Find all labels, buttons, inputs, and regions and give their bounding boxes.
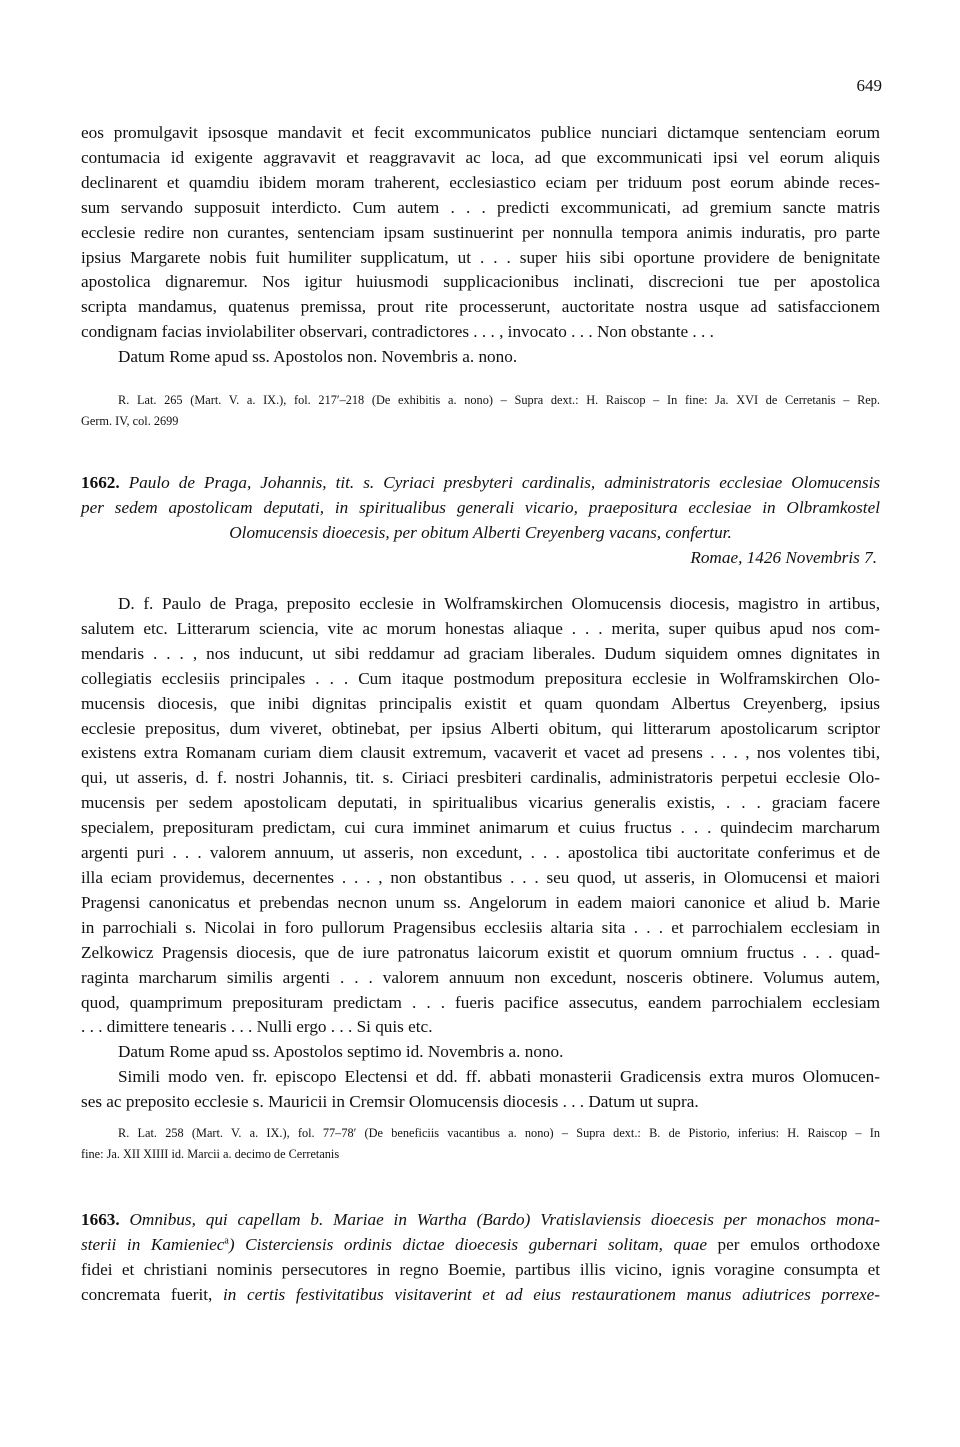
text-line: ses ac preposito ecclesie s. Mauricii in Cremsir Olomucensis diocesis . . . Datum ut supra. — [81, 1092, 699, 1112]
heading-line — [81, 1233, 880, 1258]
footnote-mark: a — [224, 1235, 229, 1247]
heading-line — [81, 1283, 880, 1308]
text-line: in parrochiali s. Nicolai in foro pullorum Pragensibus ecclesiis altaria sita . . . et parrochialem ecclesiam in — [81, 917, 880, 937]
entry-number: 1663. — [81, 1210, 120, 1229]
text-line: salutem etc. Litterarum sciencia, vite ac morum honestas aliaque . . . merita, super quibus apud nos com- — [81, 618, 880, 638]
text-line: mucensis per sedem apostolicam deputati, in spiritualibus vicarius generalis existis, . . . graciam facere — [81, 793, 880, 813]
text-line: Zelkowicz Pragensis diocesis, que de iure patronatus laicorum existit et quorum omnium fructus . . . quad- — [81, 942, 880, 962]
text-line: specialem, preposituram predictam, cui cura imminet animarum et cuius fructus . . . quindecim marcharum — [81, 818, 880, 838]
text-line: ipsius Margarete nobis fuit humiliter supplicatum, ut . . . super hiis sibi oportune providere de benignitate — [81, 247, 880, 267]
regest-text: in certis festivitatibus visitaverint et ad eius restaurationem manus adiutrices porrexe- — [223, 1284, 881, 1304]
text-line: Pragensi canonicatus et prebendas necnon unum ss. Angelorum in eadem maiori canonice et aliud b. Marie — [81, 892, 880, 912]
quoted-text: per emulos orthodoxe — [706, 1234, 880, 1254]
text-line: . . . dimittere tenearis . . . Nulli ergo . . . Si quis etc. — [81, 1017, 433, 1037]
text-line: contumacia id exigente aggravavit et reaggravavit ac loca, ad que excommunicati ipsi vel eorum aliquis — [81, 147, 880, 167]
text-line: qui, ut asseris, d. f. nostri Johannis, tit. s. Ciriaci presbiteri cardinalis, administratoris perpetui ecclesie Olo- — [81, 768, 880, 788]
entry-number: 1662. — [81, 473, 120, 492]
regest-text: Paulo de Praga, Johannis, tit. s. Cyriaci presbyteri cardinalis, administratoris ecclesiae Olomucensis — [128, 473, 881, 492]
text-line: declinarent et quamdiu ibidem moram traherent, ecclesiastico eciam per triduum post eorum abinde reces- — [81, 172, 880, 192]
text-line: existens extra Romanam curiam diem clausit extremum, vacaverit et vacet ad presens . . . , nos volentes tibi, — [81, 743, 880, 763]
text-line: collegiatis ecclesiis principales . . . Cum itaque postmodum prepositura ecclesie in Wolframskirchen Olo- — [81, 668, 880, 688]
heading-line — [81, 1208, 880, 1233]
place-date: Romae, 1426 Novembris 7. — [690, 547, 877, 567]
archival-note — [81, 1123, 880, 1164]
text-line: D. f. Paulo de Praga, preposito ecclesie in Wolframskirchen Olomucensis diocesis, magistro in artibus, — [118, 594, 880, 613]
text-line: mendaris . . . , nos inducunt, ut sibi reddamur ad graciam liberales. Dudum siquidem omnes dignitates in — [81, 643, 880, 663]
entry-1662-heading — [81, 471, 880, 571]
datum-line: Datum Rome apud ss. Apostolos non. Novembris a. nono. — [118, 347, 518, 367]
text-line: illa eciam providemus, decernentes . . . , non obstantibus . . . seu quod, ut asseris, in Olomucensi et maiori — [81, 867, 880, 887]
entry-1663 — [81, 1208, 880, 1308]
text-line: apostolica dignaremur. Nos igitur huiusmodi supplicacionibus inclinati, discrecioni tue per apostolica — [81, 272, 880, 292]
heading-line: per sedem apostolicam deputati, in spiritualibus generali vicario, praepositura ecclesiae in Olbramkostel — [81, 497, 880, 517]
text-line: quod, quamprimum preposituram predictam . . . fueris pacifice assecutus, eandem parrochialem ecclesiam — [81, 992, 880, 1012]
text-line: condignam facias inviolabiliter observari, contradictores . . . , invocato . . . Non obstante . . . — [81, 322, 714, 342]
text-line: scripta mandamus, quatenus premissa, prout rite processerunt, auctoritate nostra usque ad satisfaccionem — [81, 297, 880, 317]
text-line: ecclesie prepositus, dum viveret, obtinebat, per ipsius Alberti obitum, qui litterarum apostolicarum scriptor — [81, 718, 880, 738]
text-line: Simili modo ven. fr. episcopo Electensi et dd. ff. abbati monasterii Gradicensis extra muros Olomucen- — [118, 1067, 880, 1087]
text-line: sum servando supposuit interdicto. Cum autem . . . predicti excommunicati, ad gremium sancte matris — [81, 197, 880, 217]
note-line: fine: Ja. XII XIIII id. Marcii a. decimo de Cerretanis — [81, 1146, 340, 1161]
heading-line: Olomucensis dioecesis, per obitum Alberti Creyenberg vacans, confertur. — [229, 522, 732, 542]
page-number: 649 — [856, 76, 882, 95]
text-line: raginta marcharum similis argenti . . . valorem annuum non excedunt, nosceris obtinere. Volumus autem, — [81, 967, 880, 987]
text-line: eos promulgavit ipsosque mandavit et fecit excommunicatos publice nunciari dictamque sentenciam eorum — [81, 123, 880, 142]
text-line: mucensis diocesis, que inibi dignitas principalis existit et quam quondam Albertus Creyenberg, ipsius — [81, 693, 880, 713]
regest-text: sterii in Kamieniec — [81, 1234, 225, 1254]
archival-note — [81, 390, 880, 431]
datum-line: Datum Rome apud ss. Apostolos septimo id. Novembris a. nono. — [118, 1042, 564, 1062]
note-line: R. Lat. 258 (Mart. V. a. IX.), fol. 77–78′ (De beneficiis vacantibus a. nono) – Supra dext.: B. de Pistorio, inferius: H. Raiscop – In — [118, 1126, 880, 1140]
regest-text: Omnibus, qui capellam b. Mariae in Wartha (Bardo) Vratislaviensis dioecesis per monachos mona- — [129, 1210, 880, 1229]
note-line: R. Lat. 265 (Mart. V. a. IX.), fol. 217′–218 (De exhibitis a. nono) – Supra dext.: H. Raiscop – In fine: Ja. XVI de Cerretanis – Rep. — [118, 393, 880, 407]
regest-text: ) Cisterciensis ordinis dictae dioecesis gubernari solitam, quae — [228, 1234, 707, 1254]
continuation-text — [81, 121, 880, 370]
text-line: fidei et christiani nominis persecutores in regno Boemie, partibus illis vicino, ignis voragine consumpta et — [81, 1259, 880, 1279]
heading-line — [81, 471, 880, 496]
text-line: ecclesie redire non curantes, sentenciam ipsam sustinuerint per nonnulla tempora animis induratis, pro parte — [81, 222, 880, 242]
note-line: Germ. IV, col. 2699 — [81, 413, 179, 428]
text-line: argenti puri . . . valorem annuum, ut asseris, non excedunt, . . . apostolica tibi auctoritate conferimus et de — [81, 843, 880, 863]
quoted-text: concremata fuerit, — [81, 1284, 224, 1304]
entry-1662-body — [81, 592, 880, 1115]
